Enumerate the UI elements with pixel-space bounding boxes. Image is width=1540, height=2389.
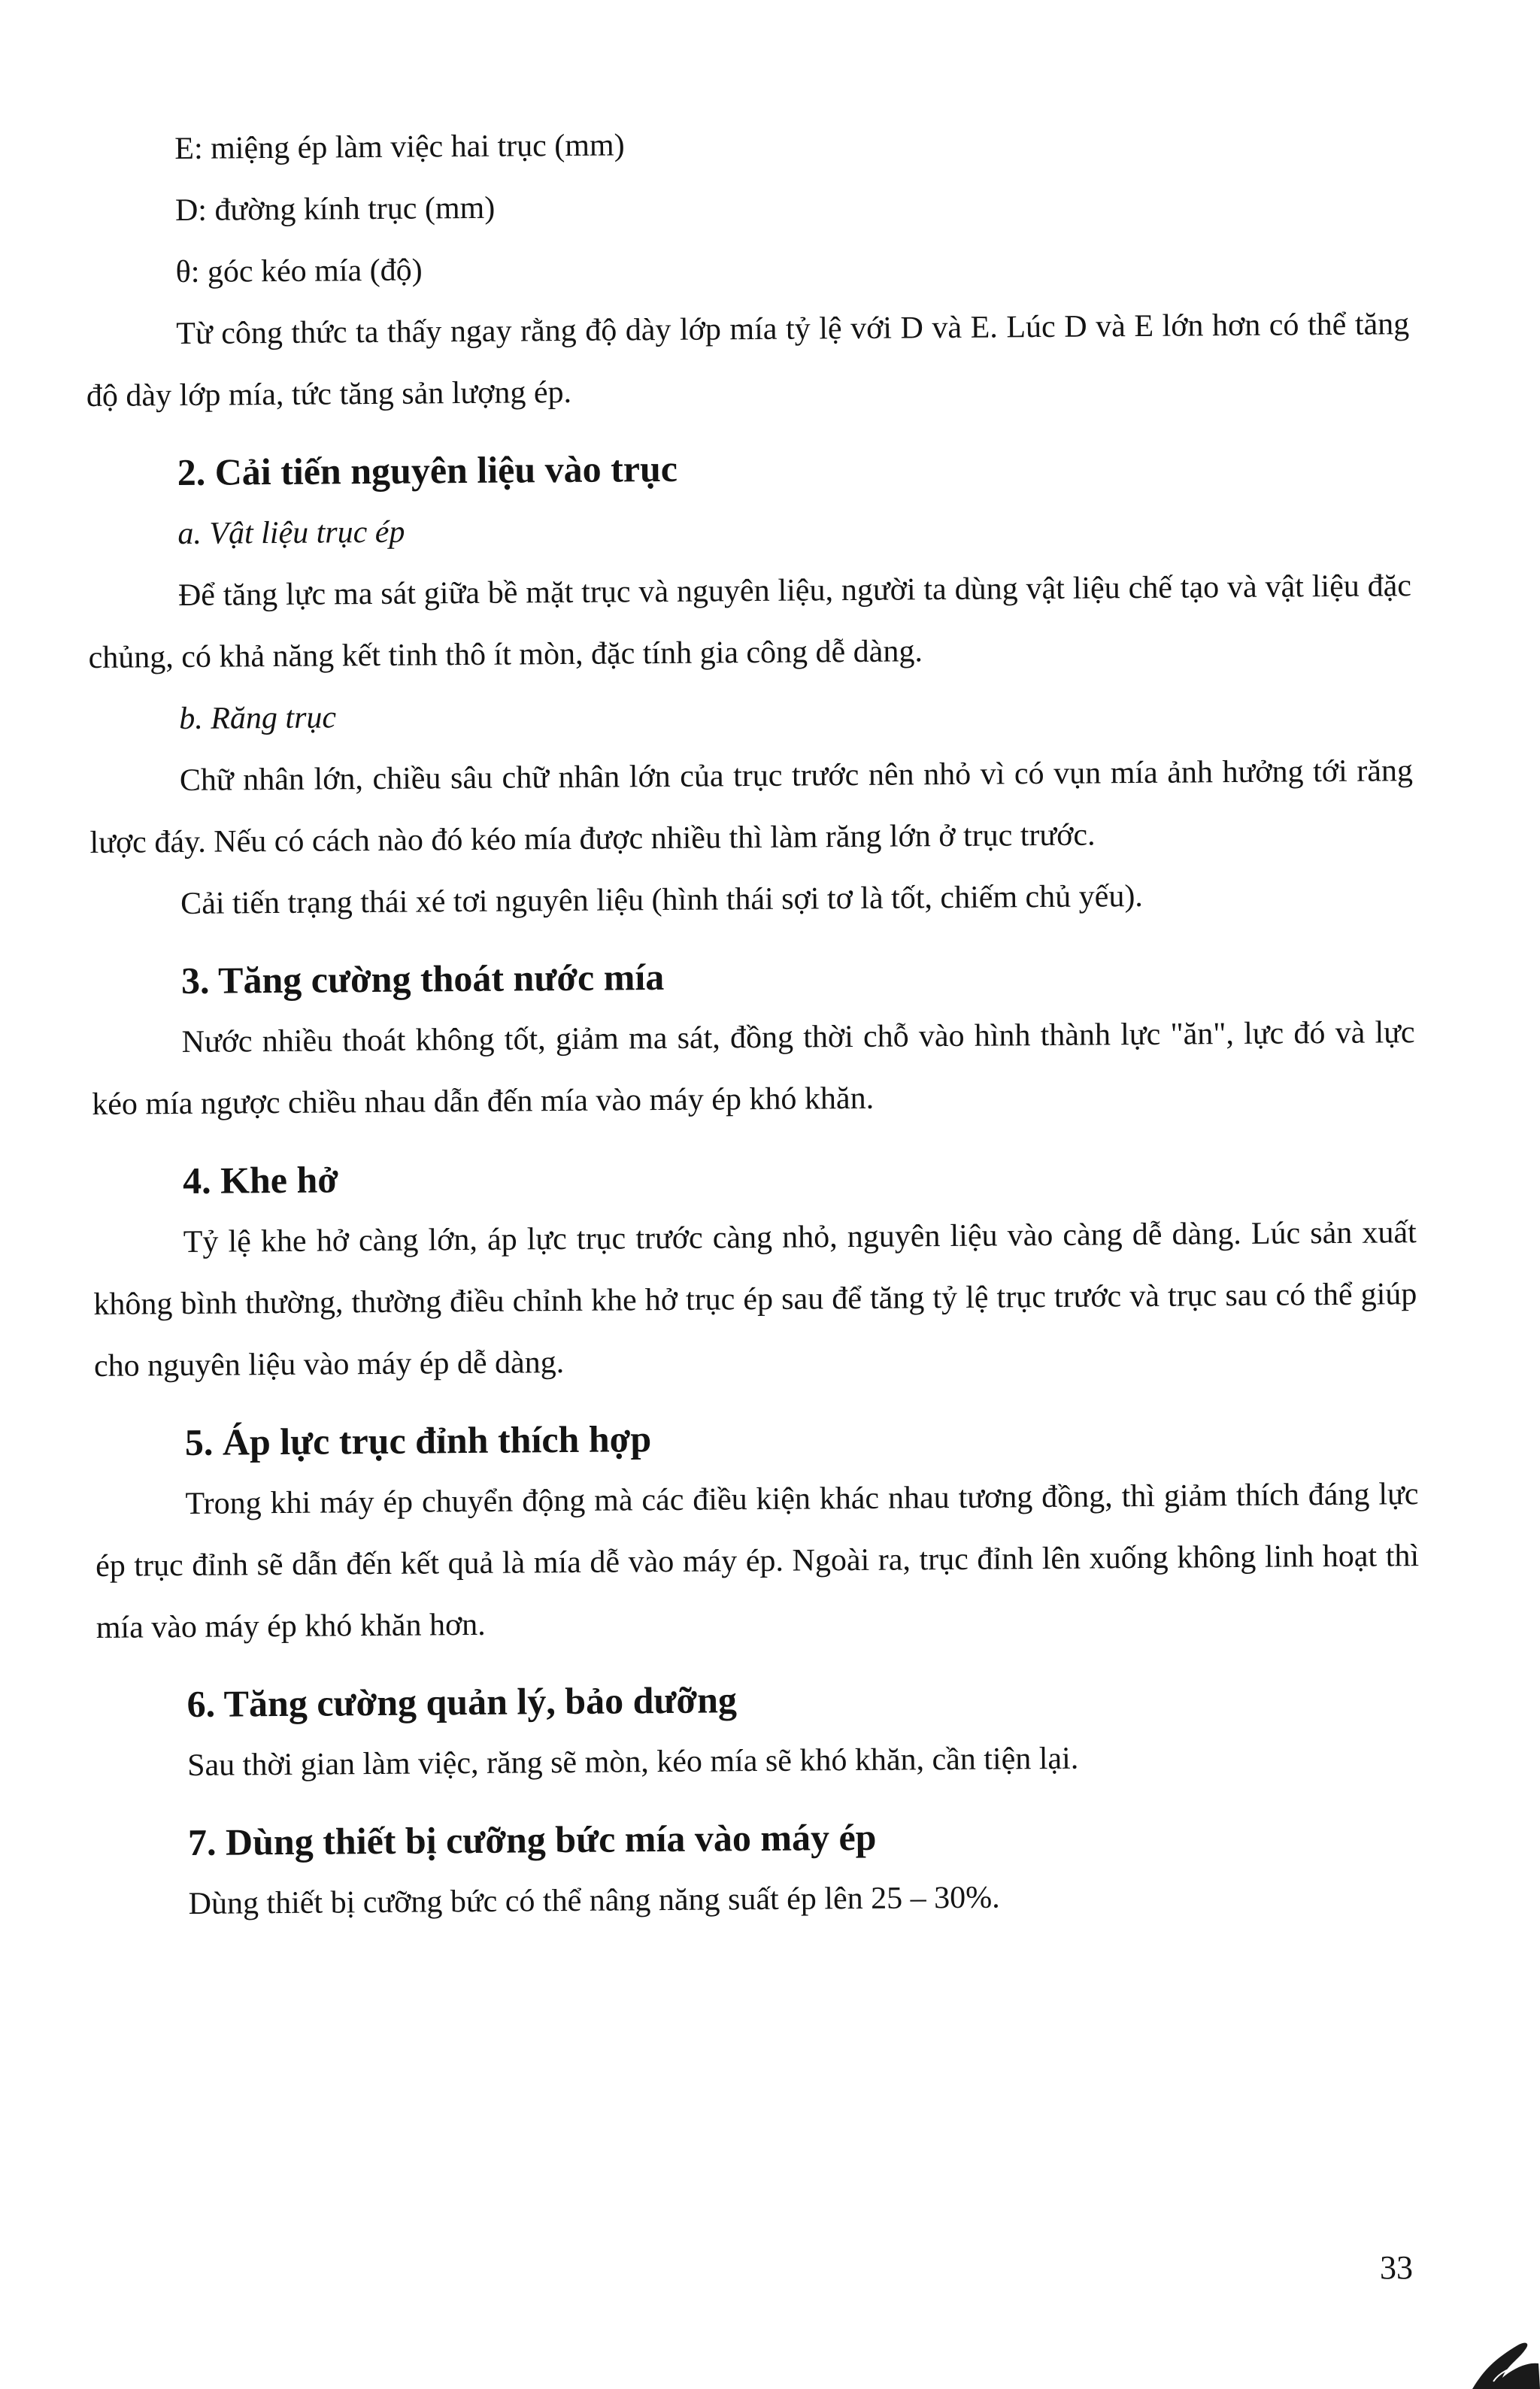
section-6-paragraph: Sau thời gian làm việc, răng sẽ mòn, kéo mía sẽ khó khăn, cần tiện lại. [187, 1741, 1079, 1783]
definition-d: D: đường kính trục (mm) [174, 190, 496, 229]
page-content [84, 108, 1422, 1936]
section-5-paragraph: Trong khi máy ép chuyển động mà các điều kiện khác nhau tương đồng, thì giảm thích đáng lực ép trục đỉnh sẽ dẫn đến kết quả là mía dễ vào máy ép. Ngoài ra, trục đỉnh lên xuống không linh hoạt thì mía vào máy ép khó khăn hơn. [95, 1477, 1420, 1645]
intro-paragraph: Từ công thức ta thấy ngay rằng độ dày lớp mía tỷ lệ với D và E. Lúc D và E lớn hơn có thể tăng độ dày lớp mía, tức tăng sản lượng ép. [86, 307, 1410, 414]
section-2a-subheading: a. Vật liệu trục ép [177, 514, 405, 552]
page-number: 33 [1380, 2249, 1413, 2286]
section-3-heading: 3. Tăng cường thoát nước mía [180, 955, 665, 1002]
section-2b-subheading: b. Răng trục [179, 700, 337, 737]
section-7-heading: 7. Dùng thiết bị cưỡng bức mía vào máy ép [187, 1815, 877, 1863]
section-4-heading: 4. Khe hở [182, 1158, 339, 1202]
section-2b-paragraph-1: Chữ nhân lớn, chiều sâu chữ nhân lớn của trục trước nên nhỏ vì có vụn mía ảnh hưởng tới răng lược đáy. Nếu có cách nào đó kéo mía được nhiều thì làm răng lớn ở trục trước. [89, 753, 1414, 860]
section-2-heading: 2. Cải tiến nguyên liệu vào trục [177, 447, 678, 494]
section-2b-paragraph-2: Cải tiến trạng thái xé tơi nguyên liệu (hình thái sợi tơ là tốt, chiếm chủ yếu). [180, 878, 1144, 922]
section-3-paragraph: Nước nhiều thoát không tốt, giảm ma sát, đồng thời chỗ vào hình thành lực "ăn", lực đó và lực kéo mía ngược chiều nhau dẫn đến mía vào máy ép khó khăn. [92, 1015, 1415, 1122]
section-6-heading: 6. Tăng cường quản lý, bảo dưỡng [186, 1678, 738, 1725]
section-5-heading: 5. Áp lực trục đỉnh thích hợp [184, 1417, 652, 1464]
definition-theta: θ: góc kéo mía (độ) [175, 253, 423, 290]
section-7-paragraph: Dùng thiết bị cưỡng bức có thể nâng năng suất ép lên 25 – 30%. [188, 1880, 1000, 1921]
section-4-paragraph: Tỷ lệ khe hở càng lớn, áp lực trục trước càng nhỏ, nguyên liệu vào càng dễ dàng. Lúc sản xuất không bình thường, thường điều chỉnh khe hở trục ép sau để tăng tỷ lệ trục trước và trục sau có thể giúp cho nguyên liệu vào máy ép dễ dàng. [93, 1215, 1417, 1384]
section-2a-paragraph: Để tăng lực ma sát giữa bề mặt trục và nguyên liệu, người ta dùng vật liệu chế tạo và vật liệu đặc chủng, có khả năng kết tinh thô ít mòn, đặc tính gia công dễ dàng. [88, 568, 1412, 675]
definition-e: E: miệng ép làm việc hai trục (mm) [174, 128, 625, 167]
scan-smudge-mark [1450, 2299, 1540, 2389]
